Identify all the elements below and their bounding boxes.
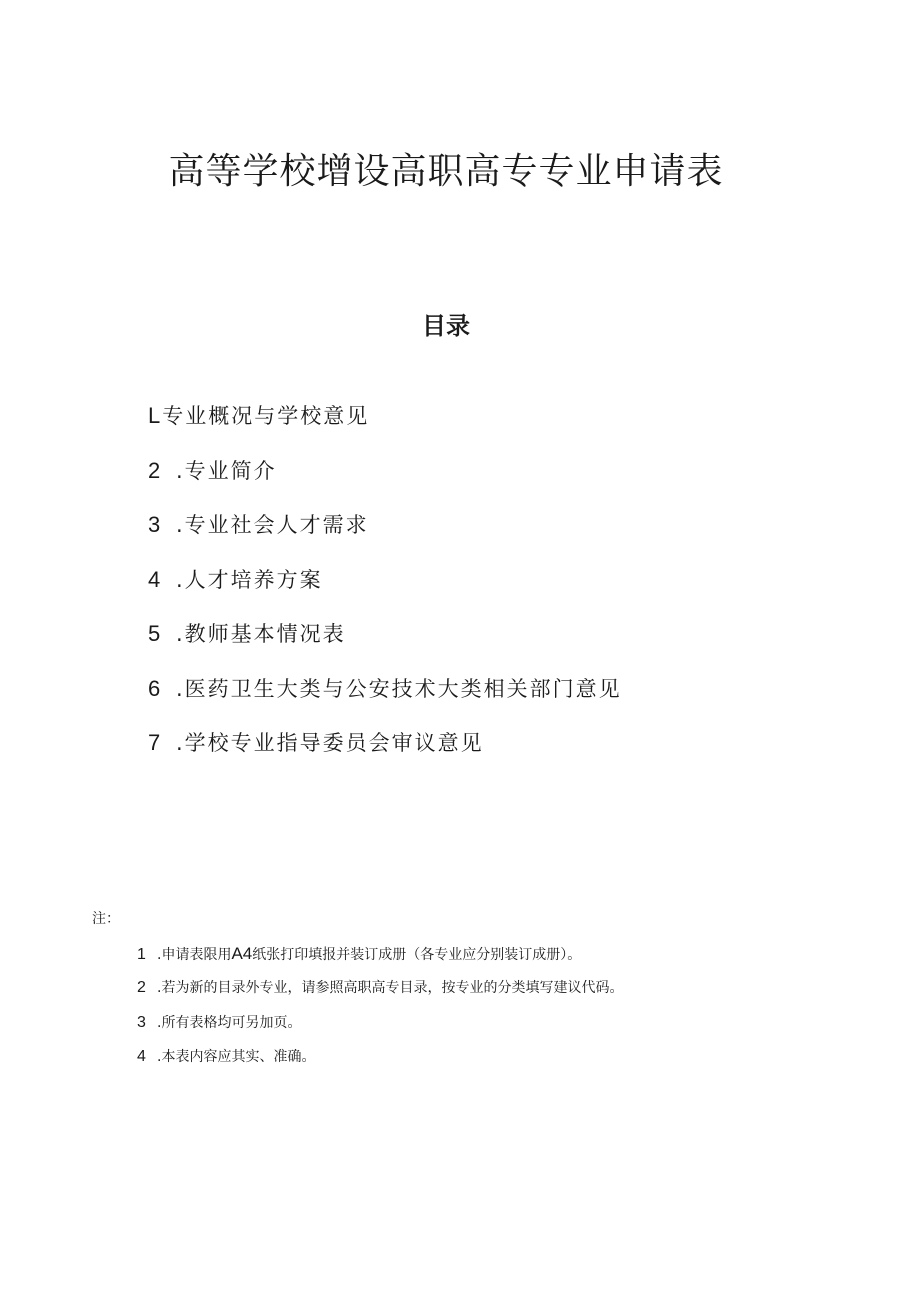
- note-item-2: [137, 977, 623, 1011]
- note-item-4: [137, 1046, 623, 1080]
- toc-item-label: .教师基本情况表: [176, 622, 346, 646]
- toc-item-label: .专业社会人才需求: [176, 513, 369, 537]
- toc-item-3: [148, 509, 622, 564]
- toc-item-number: 6: [148, 675, 163, 701]
- toc-item-2: [148, 455, 622, 510]
- note-number: 2: [137, 979, 146, 997]
- notes-list: [137, 943, 623, 1080]
- note-number: 1: [137, 946, 146, 963]
- toc-item-7: [148, 727, 622, 782]
- note-text: .申请表限用: [157, 947, 232, 963]
- notes-label: 注：: [92, 911, 120, 927]
- note-text: .所有表格均可另加页。: [157, 1014, 302, 1031]
- toc-item-1: [148, 400, 622, 455]
- note-text: .若为新的目录外专业，请参照高职高专目录，按专业的分类填写建议代码。: [157, 980, 624, 997]
- note-item-1: [137, 943, 623, 977]
- note-text-latin: A4: [231, 944, 253, 963]
- note-text-continued: 纸张打印填报并装订成册（各专业应分别装订成册）。: [252, 947, 582, 963]
- toc-item-4: [148, 564, 622, 619]
- toc-item-number: 4: [148, 566, 163, 592]
- toc-item-label: .学校专业指导委员会审议意见: [176, 731, 484, 755]
- note-number: 4: [137, 1047, 146, 1065]
- note-item-3: [137, 1012, 623, 1046]
- toc-item-6: [148, 673, 622, 728]
- toc-item-number: 3: [148, 512, 163, 537]
- toc-item-label: .专业简介: [176, 458, 277, 483]
- toc-item-label: 专业概况与学校意见: [162, 404, 370, 428]
- toc-item-label: .人才培养方案: [176, 567, 323, 592]
- toc-item-label: .医药卫生大类与公安技术大类相关部门意见: [176, 676, 622, 701]
- toc-item-number: 2: [148, 457, 163, 483]
- toc-heading: 目录: [422, 312, 470, 340]
- table-of-contents: [148, 400, 622, 782]
- toc-item-number: L: [148, 403, 163, 428]
- toc-item-number: 5: [148, 621, 163, 646]
- toc-item-number: 7: [148, 730, 163, 755]
- note-number: 3: [137, 1013, 146, 1031]
- toc-item-5: [148, 618, 622, 673]
- note-text: .本表内容应其实、准确。: [157, 1048, 316, 1065]
- document-title: 高等学校增设高职高专专业申请表: [168, 151, 724, 192]
